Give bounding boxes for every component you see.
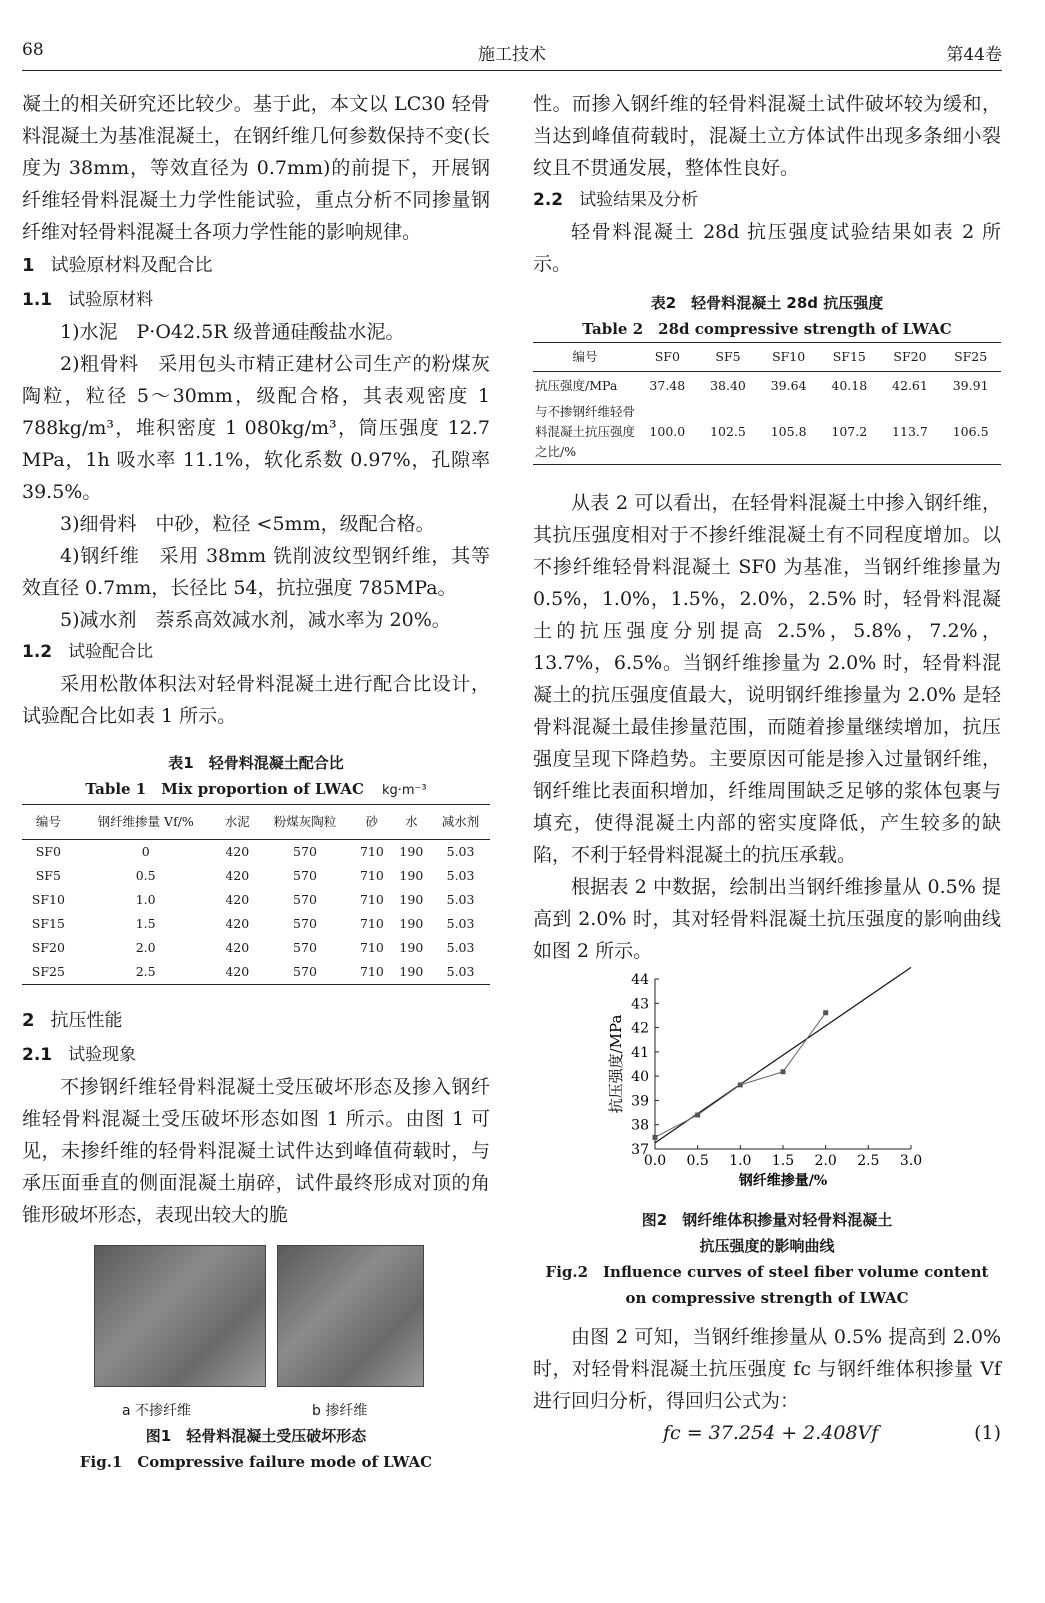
table1-caption-en: Table 1 Mix proportion of LWAC kg·m⁻³ <box>85 780 427 798</box>
table1-cell: 420 <box>225 940 250 955</box>
table1-cell: 2.0 <box>135 940 156 955</box>
equation-number: (1) <box>974 1422 1001 1444</box>
y-tick-label: 44 <box>631 972 649 988</box>
table2-header: 编号 <box>533 343 637 372</box>
intro-paragraph: 凝土的相关研究还比较少。基于此，本文以 LC30 轻骨料混凝土为基准混凝土，在钢纤维几何参数保持不变(长度为 38mm，等效直径为 0.7mm)的前提下，开展钢纤维轻骨料混凝土力学性能试验，重点分析不同掺量钢纤维对轻骨料混凝土各项力学性能的影响规律。 <box>22 93 490 243</box>
table1-cell: 190 <box>399 868 424 883</box>
table1-cell: 190 <box>399 940 424 955</box>
table2-header: SF25 <box>940 343 1001 372</box>
table1-header: 钢纤维掺量 Vf/% <box>75 805 217 840</box>
table1-cell: SF5 <box>35 868 61 883</box>
volume-label: 第44卷 <box>946 45 1002 65</box>
table1 <box>22 804 490 985</box>
regression-equation <box>533 1417 1001 1449</box>
section-2-1-heading: 2.1 试验现象 <box>22 1045 137 1065</box>
table1-cell: 570 <box>293 892 317 907</box>
section-1-2-heading: 1.2 试验配合比 <box>22 642 154 662</box>
page-header <box>22 40 1002 70</box>
table1-cell: SF10 <box>31 892 65 907</box>
table1-row <box>22 960 490 985</box>
page-number: 68 <box>22 40 44 60</box>
table1-cell: 710 <box>359 844 384 859</box>
material-steel-fiber: 4)钢纤维 采用 38mm 铣削波纹型钢纤维，其等效直径 0.7mm，长径比 54，抗拉强度 785MPa。 <box>22 545 490 599</box>
table2-cell: 37.48 <box>649 378 686 393</box>
material-fine-aggregate: 3)细骨料 中砂，粒径 <5mm，级配合格。 <box>60 513 435 535</box>
section-1-2-text: 采用松散体积法对轻骨料混凝土进行配合比设计，试验配合比如表 1 所示。 <box>22 673 490 727</box>
table1-cell: 570 <box>293 916 317 931</box>
figure2-chart <box>533 967 1001 1197</box>
table1-row <box>22 936 490 960</box>
table1-cell: 570 <box>293 940 317 955</box>
table1-cell: 710 <box>359 892 384 907</box>
fig2-caption-cn-2: 抗压强度的影响曲线 <box>699 1237 835 1255</box>
table1-cell: 5.03 <box>446 940 475 955</box>
table2-row-label: 抗压强度/MPa <box>535 378 618 393</box>
table1-cell: 420 <box>225 844 250 859</box>
table1-cell: SF25 <box>31 964 65 979</box>
y-tick-label: 41 <box>631 1044 649 1061</box>
table1-cell: 570 <box>293 964 317 979</box>
data-series-line <box>655 1013 826 1138</box>
table2-header: SF5 <box>698 343 759 372</box>
material-water-reducer: 5)减水剂 萘系高效减水剂，减水率为 20%。 <box>60 609 451 631</box>
fig2-caption-cn-1: 图2 钢纤维体积掺量对轻骨料混凝土 <box>641 1211 893 1229</box>
table2-cell: 105.8 <box>770 424 807 439</box>
section-2-2-heading: 2.2 试验结果及分析 <box>533 190 699 210</box>
table1-cell: 5.03 <box>446 964 475 979</box>
table1-cell: 710 <box>359 940 384 955</box>
table1-cell: 710 <box>359 964 384 979</box>
data-point <box>653 1135 658 1140</box>
fig1-caption-cn: 图1 轻骨料混凝土受压破坏形态 <box>145 1427 367 1445</box>
table2-row-ratio <box>533 400 1001 465</box>
table1-cell: 420 <box>225 964 250 979</box>
section-1-1-heading: 1.1 试验原材料 <box>22 290 154 310</box>
table1-cell: 5.03 <box>446 868 475 883</box>
y-tick-label: 42 <box>631 1020 649 1037</box>
table1-unit: kg·m⁻³ <box>381 783 427 798</box>
table2-cell: 100.0 <box>649 424 686 439</box>
table1-cell: 0 <box>141 844 150 859</box>
left-column <box>22 88 490 1475</box>
material-coarse-aggregate: 2)粗骨料 采用包头市精正建材公司生产的粉煤灰陶粒，粒径 5～30mm，级配合格，其表观密度 1 788kg/m³，堆积密度 1 080kg/m³，筒压强度 12.7 MPa，1h 吸水率 11.1%，软化系数 0.97%，孔隙率 39.5%。 <box>22 353 490 503</box>
x-tick-label: 2.0 <box>814 1153 837 1169</box>
fig1-caption-en: Fig.1 Compressive failure mode of LWAC <box>79 1453 433 1471</box>
table2-header: SF20 <box>880 343 941 372</box>
right-paragraph-1: 性。而掺入钢纤维的轻骨料混凝土试件破坏较为缓和，当达到峰值荷载时，混凝土立方体试件出现多条细小裂纹且不贯通发展，整体性良好。 <box>533 93 1001 179</box>
regression-line <box>655 967 911 1142</box>
section-2-1-text: 不掺钢纤维轻骨料混凝土受压破坏形态及掺入钢纤维轻骨料混凝土受压破坏形态如图 1 所示。由图 1 可见，未掺纤维的轻骨料混凝土试件达到峰值荷载时，与承压面垂直的侧面混凝土崩碎，试件最终形成对顶的角锥形破坏形态，表现出较大的脆 <box>22 1076 490 1226</box>
y-axis-label: 抗压强度/MPa <box>607 1014 625 1114</box>
x-tick-label: 1.5 <box>771 1153 795 1169</box>
table1-cell: 190 <box>399 892 424 907</box>
table2-cell: 106.5 <box>952 424 989 439</box>
table1-row <box>22 864 490 888</box>
table1-header: 编号 <box>22 805 75 840</box>
table2-row-strength <box>533 372 1001 401</box>
right-column <box>533 88 1001 1449</box>
table1-caption-cn: 表1 轻骨料混凝土配合比 <box>168 754 344 772</box>
table1-header: 水泥 <box>217 805 258 840</box>
table1-cell: 710 <box>359 916 384 931</box>
table1-cell: 2.5 <box>135 964 156 979</box>
right-paragraph-4: 由图 2 可知，当钢纤维掺量从 0.5% 提高到 2.0% 时，对轻骨料混凝土抗压强度 fc 与钢纤维体积掺量 Vf 进行回归分析，得回归公式为： <box>533 1326 1001 1412</box>
material-cement: 1)水泥 P·O42.5R 级普通硅酸盐水泥。 <box>60 321 405 343</box>
x-tick-label: 3.0 <box>899 1153 923 1169</box>
journal-name: 施工技术 <box>478 45 546 65</box>
table1-cell: 5.03 <box>446 916 475 931</box>
x-tick-label: 0.0 <box>643 1153 667 1169</box>
equation-text: fc = 37.254 + 2.408Vf <box>663 1422 879 1444</box>
specimen-photo-b <box>277 1245 424 1387</box>
table1-header: 粉煤灰陶粒 <box>258 805 352 840</box>
fig2-caption-en-1: Fig.2 Influence curves of steel fiber volume content <box>545 1263 989 1281</box>
section-2-heading: 2 抗压性能 <box>22 1010 123 1031</box>
table1-cell: SF0 <box>35 844 61 859</box>
table1-cell: 420 <box>225 892 250 907</box>
table1-cell: SF15 <box>31 916 65 931</box>
table1-header: 减水剂 <box>431 805 490 840</box>
table2-header: SF0 <box>637 343 698 372</box>
right-paragraph-2: 从表 2 可以看出，在轻骨料混凝土中掺入钢纤维，其抗压强度相对于不掺纤维混凝土有不同程度增加。以不掺纤维轻骨料混凝土 SF0 为基准，当钢纤维掺量为 0.5%，1.0%，1.5%，2.0%，2.5% 时，轻骨料混凝土的抗压强度分别提高 2.5%，5.8%，7.2%，13.7%，6.5%。当钢纤维掺量为 2.0% 时，轻骨料混凝土的抗压强度值最大，说明钢纤维掺量为 2.0% 是轻骨料混凝土最佳掺量范围，而随着掺量继续增加，抗压强度呈现下降趋势。主要原因可能是掺入过量钢纤维，钢纤维比表面积增加，纤维周围缺乏足够的浆体包裹与填充，使得混凝土内部的密实度降低，产生较多的缺陷，不利于轻骨料混凝土的抗压承载。 <box>533 492 1001 866</box>
table1-cell: 1.5 <box>135 916 156 931</box>
fig1-subcaption-a: a 不掺纤维 <box>122 1403 192 1419</box>
table2-header: SF15 <box>819 343 880 372</box>
table1-row <box>22 912 490 936</box>
table2-cell: 102.5 <box>710 424 746 439</box>
data-point <box>738 1082 743 1087</box>
table2-caption-en: Table 2 28d compressive strength of LWAC <box>582 320 952 338</box>
table1-cell: 5.03 <box>446 892 475 907</box>
table1-header: 砂 <box>352 805 391 840</box>
table1-cell: 420 <box>225 868 250 883</box>
table2-cell: 39.64 <box>770 378 807 393</box>
table1-row <box>22 888 490 912</box>
y-tick-label: 43 <box>631 996 649 1013</box>
header-rule <box>22 70 1002 71</box>
y-tick-label: 38 <box>631 1117 649 1134</box>
table1-cell: SF20 <box>31 940 65 955</box>
table1-cell: 190 <box>399 916 424 931</box>
table2-cell: 39.91 <box>952 378 989 393</box>
table2-header: SF10 <box>758 343 819 372</box>
table2-cell: 40.18 <box>831 378 868 393</box>
table2 <box>533 342 1001 465</box>
table1-cell: 190 <box>399 844 424 859</box>
y-tick-label: 37 <box>631 1142 649 1158</box>
section-1-heading: 1 试验原材料及配合比 <box>22 255 213 276</box>
x-axis-label: 钢纤维掺量/% <box>738 1173 828 1189</box>
data-point <box>695 1113 700 1118</box>
data-point <box>823 1010 828 1015</box>
data-point <box>781 1069 786 1074</box>
table1-cell: 0.5 <box>135 868 156 883</box>
x-tick-label: 0.5 <box>686 1153 709 1169</box>
table2-caption-cn: 表2 轻骨料混凝土 28d 抗压强度 <box>650 294 884 312</box>
y-tick-label: 39 <box>631 1093 649 1110</box>
x-tick-label: 2.5 <box>857 1153 880 1169</box>
x-tick-label: 1.0 <box>729 1153 752 1169</box>
table2-cell: 42.61 <box>892 378 928 393</box>
table1-cell: 190 <box>399 964 424 979</box>
section-2-2-text: 轻骨料混凝土 28d 抗压强度试验结果如表 2 所示。 <box>533 221 1001 275</box>
table1-cell: 5.03 <box>446 844 475 859</box>
y-tick-label: 40 <box>631 1069 649 1086</box>
table2-cell: 113.7 <box>892 424 928 439</box>
figure1-photos <box>22 1245 490 1395</box>
table2-row-label: 与不掺钢纤维轻骨料混凝土抗压强度之比/% <box>535 404 636 459</box>
table1-cell: 570 <box>293 844 317 859</box>
table1-cell: 1.0 <box>135 892 156 907</box>
table1-cell: 710 <box>359 868 384 883</box>
specimen-photo-a <box>94 1245 266 1387</box>
fig1-subcaption-b: b 掺纤维 <box>312 1403 368 1419</box>
table2-cell: 38.40 <box>710 378 746 393</box>
right-paragraph-3: 根据表 2 中数据，绘制出当钢纤维掺量从 0.5% 提高到 2.0% 时，其对轻骨料混凝土抗压强度的影响曲线如图 2 所示。 <box>533 876 1001 962</box>
table1-cell: 570 <box>293 868 317 883</box>
table1-row <box>22 840 490 865</box>
table2-cell: 107.2 <box>831 424 868 439</box>
fig2-caption-en-2: on compressive strength of LWAC <box>625 1289 909 1307</box>
table1-header: 水 <box>392 805 431 840</box>
table1-cell: 420 <box>225 916 250 931</box>
